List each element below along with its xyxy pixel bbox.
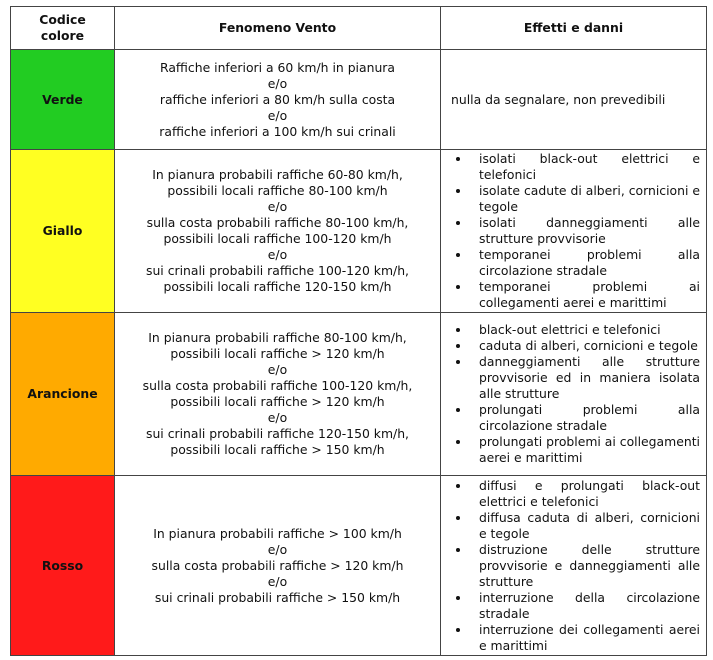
effects-list	[441, 151, 700, 311]
header-row	[11, 7, 707, 50]
phenomenon-line: sulla costa probabili raffiche > 120 km/h	[151, 557, 404, 573]
phenomenon-line: sui crinali probabili raffiche 100-120 km/h,	[146, 263, 409, 278]
effect-item: • interruzione dei collegamenti aerei e marittimi	[471, 622, 700, 654]
row-verde	[11, 50, 707, 150]
phenomenon-line: sui crinali probabili raffiche > 150 km/h	[154, 589, 401, 605]
phenomenon-line: sui crinali probabili raffiche 120-150 km/h,	[146, 426, 409, 441]
phenomenon-line: possibili locali raffiche 120-150 km/h	[163, 279, 392, 294]
wind-alert-table	[10, 6, 707, 656]
effects-cell	[441, 50, 707, 150]
phenomenon-line: raffiche inferiori a 80 km/h sulla costa	[159, 91, 396, 107]
phenomenon-line: possibili locali raffiche > 120 km/h	[170, 346, 385, 361]
phenomenon-line: sulla costa probabili raffiche 100-120 km/h,	[142, 378, 413, 393]
color-cell-verde	[11, 50, 115, 150]
color-cell-arancione	[11, 313, 115, 476]
effect-item: • isolate cadute di alberi, cornicioni e tegole	[471, 183, 700, 215]
phenomenon-line: In pianura probabili raffiche 80-100 km/h,	[148, 330, 407, 345]
color-label: Giallo	[42, 223, 83, 238]
effect-item: • diffusi e prolungati black-out elettrici e telefonici	[471, 478, 700, 510]
phenomenon-cell	[115, 313, 441, 476]
effect-item: • isolati danneggiamenti alle strutture provvisorie	[471, 215, 700, 247]
header-phenomenon: Fenomeno Vento	[115, 7, 441, 50]
row-rosso	[11, 476, 707, 656]
effect-item: • isolati black-out elettrici e telefonici	[471, 151, 700, 183]
phenomenon-line: possibili locali raffiche > 120 km/h	[170, 394, 385, 409]
effect-item: • distruzione delle strutture provvisorie e danneggiamenti alle strutture	[471, 542, 700, 590]
phenomenon-line: e/o	[267, 75, 288, 91]
effect-item: • interruzione della circolazione stradale	[471, 590, 700, 622]
phenomenon-cell	[115, 150, 441, 313]
row-giallo	[11, 150, 707, 313]
phenomenon-line: sulla costa probabili raffiche 80-100 km/h,	[146, 215, 409, 230]
effect-item: • prolungati problemi alla circolazione stradale	[471, 402, 700, 434]
color-label: Arancione	[27, 386, 98, 401]
phenomenon-cell	[115, 476, 441, 656]
header-code-line-2: colore	[40, 28, 85, 43]
color-label: Verde	[42, 91, 83, 107]
phenomenon-line: e/o	[267, 247, 288, 262]
effect-item: • danneggiamenti alle strutture provvisorie ed in maniera isolata alle strutture	[471, 354, 700, 402]
phenomenon-line: possibili locali raffiche > 150 km/h	[170, 442, 385, 457]
phenomenon-line: e/o	[267, 199, 288, 214]
effects-cell	[441, 313, 707, 476]
effects-list	[441, 478, 700, 654]
header-code-line-1: Codice	[39, 12, 86, 27]
phenomenon-line: e/o	[267, 410, 288, 425]
phenomenon-line: e/o	[267, 573, 288, 589]
effect-item: • prolungati problemi ai collegamenti aerei e marittimi	[471, 434, 700, 466]
effect-item: • caduta di alberi, cornicioni e tegole	[471, 338, 700, 354]
phenomenon-line: possibili locali raffiche 80-100 km/h	[167, 183, 388, 198]
row-arancione	[11, 313, 707, 476]
header-effects: Effetti e danni	[441, 7, 707, 50]
effect-item: • temporanei problemi ai collegamenti aerei e marittimi	[471, 279, 700, 311]
effects-list	[441, 322, 700, 466]
phenomenon-line: In pianura probabili raffiche > 100 km/h	[153, 525, 402, 541]
color-cell-rosso	[11, 476, 115, 656]
phenomenon-line: e/o	[267, 541, 288, 557]
phenomenon-line: Raffiche inferiori a 60 km/h in pianura	[160, 59, 395, 75]
phenomenon-line: possibili locali raffiche 100-120 km/h	[163, 231, 392, 246]
phenomenon-line: e/o	[267, 362, 288, 377]
phenomenon-line: e/o	[267, 107, 288, 123]
color-label: Rosso	[41, 557, 84, 573]
effect-item: • temporanei problemi alla circolazione stradale	[471, 247, 700, 279]
effect-item: • diffusa caduta di alberi, cornicioni e tegole	[471, 510, 700, 542]
effect-item: • black-out elettrici e telefonici	[471, 322, 700, 338]
effects-cell	[441, 150, 707, 313]
effects-text: nulla da segnalare, non prevedibili	[451, 91, 666, 107]
header-color-code	[11, 7, 115, 50]
phenomenon-line: raffiche inferiori a 100 km/h sui crinali	[159, 123, 396, 139]
color-cell-giallo	[11, 150, 115, 313]
effects-cell	[441, 476, 707, 656]
phenomenon-line: In pianura probabili raffiche 60-80 km/h,	[152, 167, 403, 182]
phenomenon-cell	[115, 50, 441, 150]
